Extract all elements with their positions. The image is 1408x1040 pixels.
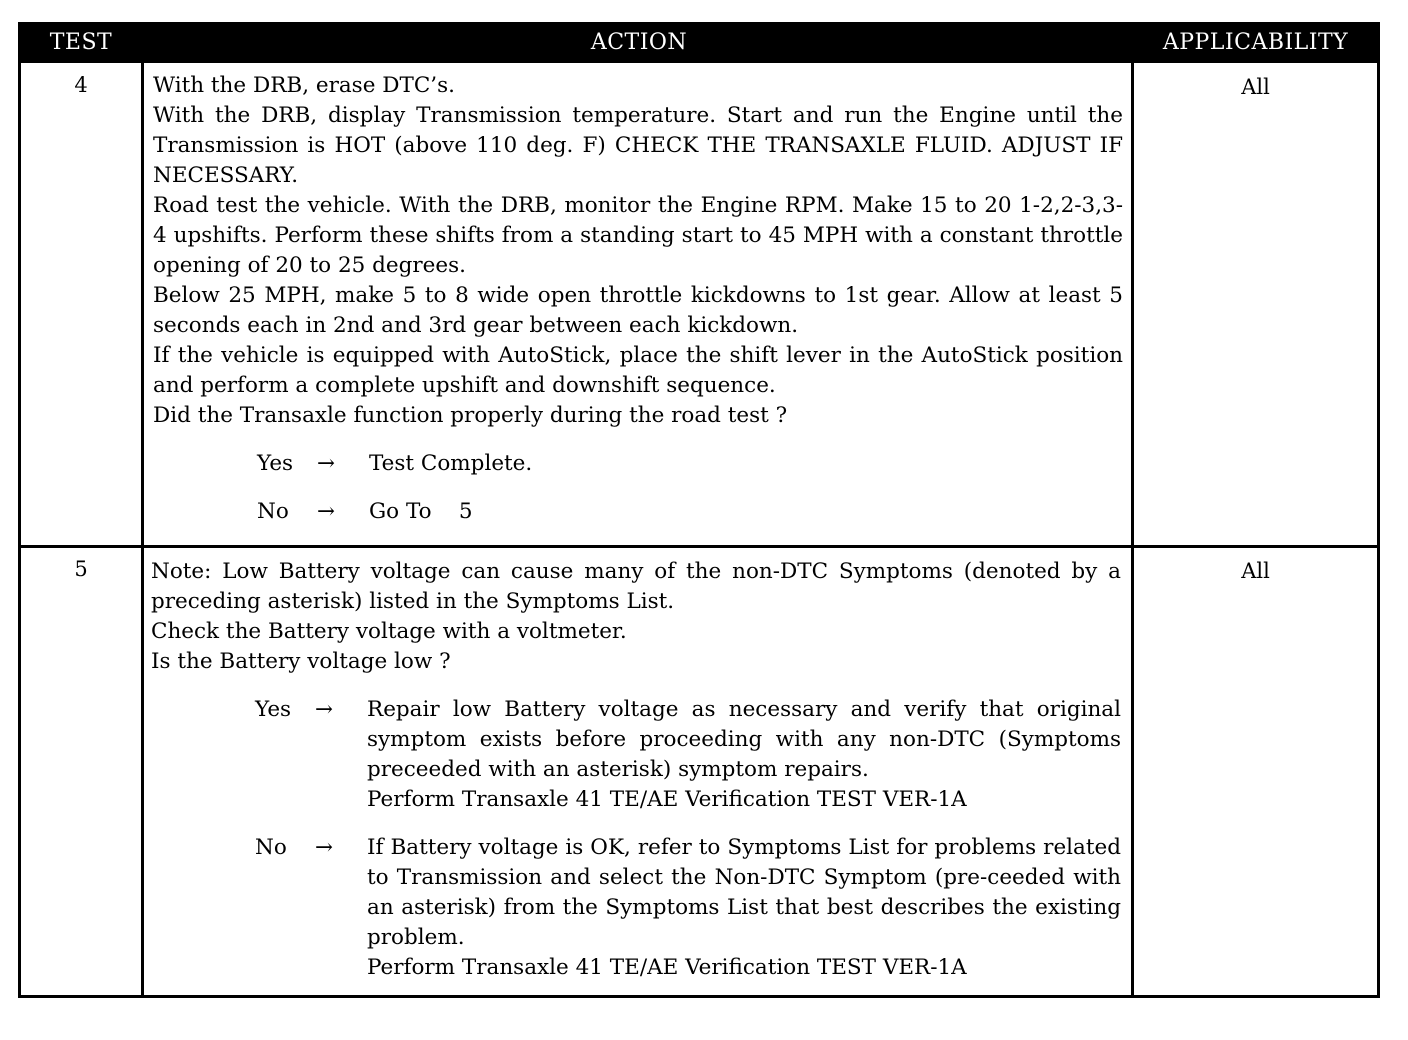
arrow-icon: → — [317, 499, 336, 524]
answer-line: Test Complete. — [369, 451, 533, 476]
applicability-row-4: All — [1241, 75, 1270, 99]
arrow-icon: → — [317, 451, 336, 476]
action-row-4 — [153, 71, 1123, 527]
header-test: TEST — [49, 30, 113, 55]
answer-label: Yes — [255, 697, 292, 722]
answer-yes — [257, 449, 1123, 479]
answer-line: If Battery voltage is OK, refer to Symptoms List for problems related to Transmission and select the Non-DTC Symptom (pre-ceeded with an asterisk) from the Symptoms List that best describes the existing problem. — [367, 835, 1121, 950]
divider-action-applicability — [1131, 63, 1134, 995]
answer-no — [257, 497, 1123, 527]
answer-line: Go To 5 — [369, 499, 473, 524]
answer-label: Yes — [257, 451, 294, 476]
action-paragraph: With the DRB, erase DTC’s. — [153, 73, 455, 98]
answer-result — [369, 497, 1123, 527]
answer-label: No — [257, 499, 289, 524]
answer-label: No — [255, 835, 287, 860]
divider-test-action — [141, 63, 144, 995]
diagnostic-table — [18, 22, 1380, 998]
answer-line: Perform Transaxle 41 TE/AE Verification TEST VER-1A — [367, 955, 967, 980]
action-paragraph: Check the Battery voltage with a voltmeter. — [151, 619, 627, 644]
answer-result — [367, 695, 1121, 815]
test-number-4: 4 — [74, 73, 88, 97]
answer-yes — [255, 695, 1121, 815]
answer-result — [369, 449, 1123, 479]
answer-no — [255, 833, 1121, 983]
arrow-icon: → — [315, 835, 334, 860]
test-number-5: 5 — [74, 557, 88, 581]
action-paragraph: Note: Low Battery voltage can cause many of the non-DTC Symptoms (denoted by a preceding asterisk) listed in the Symptoms List. — [151, 559, 1121, 614]
action-paragraph: Below 25 MPH, make 5 to 8 wide open throttle kickdowns to 1st gear. Allow at least 5 seconds each in 2nd and 3rd gear between each kickdown. — [153, 283, 1123, 338]
action-paragraph: Is the Battery voltage low ? — [151, 649, 451, 674]
action-paragraph: With the DRB, display Transmission temperature. Start and run the Engine until the Transmission is HOT (above 110 deg. F) CHECK THE TRANSAXLE FLUID. ADJUST IF NECESSARY. — [153, 103, 1123, 188]
table-header — [21, 25, 1377, 63]
header-applicability: APPLICABILITY — [1162, 30, 1349, 55]
row-separator — [21, 545, 1377, 548]
action-paragraph: Road test the vehicle. With the DRB, monitor the Engine RPM. Make 15 to 20 1-2,2-3,3-4 upshifts. Perform these shifts from a standing start to 45 MPH with a constant throttle opening of 20 to 25 degrees. — [153, 193, 1123, 278]
answer-result — [367, 833, 1121, 983]
action-paragraph: If the vehicle is equipped with AutoStick, place the shift lever in the AutoStick position and perform a complete upshift and downshift sequence. — [153, 343, 1123, 398]
answer-line: Repair low Battery voltage as necessary and verify that original symptom exists before proceeding with any non-DTC (Symptoms preceeded with an asterisk) symptom repairs. — [367, 697, 1121, 782]
applicability-row-5: All — [1241, 559, 1270, 583]
action-row-5 — [151, 557, 1121, 983]
header-action: ACTION — [590, 30, 688, 55]
arrow-icon: → — [315, 697, 334, 722]
answer-line: Perform Transaxle 41 TE/AE Verification TEST VER-1A — [367, 787, 967, 812]
action-paragraph: Did the Transaxle function properly during the road test ? — [153, 403, 788, 428]
